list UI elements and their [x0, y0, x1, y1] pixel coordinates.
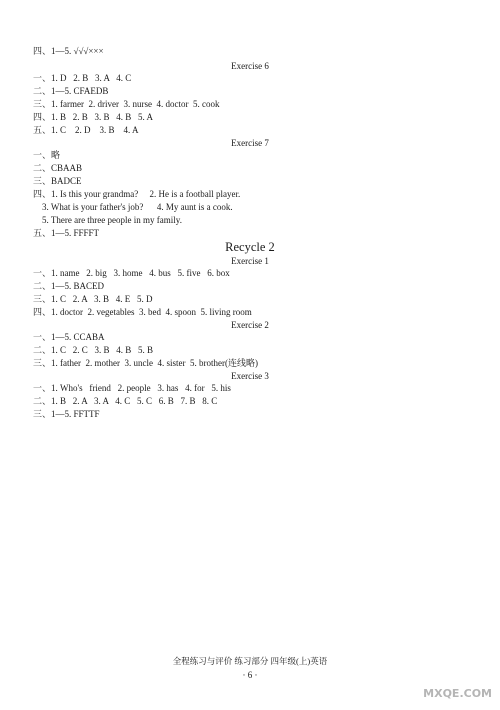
answer-line: 一、1—5. CCABA	[33, 332, 105, 342]
answer-line: 四、1—5. √√√×××	[33, 46, 104, 56]
book-footer: 全程练习与评价 练习部分 四年级(上)英语	[172, 656, 328, 666]
exercise-6-title: Exercise 6	[231, 61, 269, 71]
exercise-7-title: Exercise 7	[231, 138, 269, 148]
answer-line: 四、1. Is this your grandma? 2. He is a football player.	[33, 189, 241, 199]
recycle-exercise-2-title: Exercise 2	[231, 320, 269, 330]
answer-line: 五、1. C 2. D 3. B 4. A	[33, 125, 139, 135]
answer-line: 四、1. doctor 2. vegetables 3. bed 4. spoon 5. living room	[33, 307, 252, 317]
recycle-2-title: Recycle 2	[225, 240, 275, 254]
answer-line: 二、1. C 2. C 3. B 4. B 5. B	[33, 345, 154, 355]
answer-line: 二、1—5. CFAEDB	[33, 86, 109, 96]
answer-line: 三、1. father 2. mother 3. uncle 4. sister 5. brother(连线略)	[33, 358, 258, 368]
answer-line: 四、1. B 2. B 3. B 4. B 5. A	[33, 112, 154, 122]
page-number: · 6 ·	[242, 670, 258, 680]
answer-line: 一、1. D 2. B 3. A 4. C	[33, 73, 132, 83]
answer-line: 五、1—5. FFFFT	[33, 228, 100, 238]
watermark-logo: MXQE.COM	[423, 687, 492, 700]
answer-line: 5. There are three people in my family.	[33, 215, 182, 225]
answer-line: 一、1. Who's friend 2. people 3. has 4. for 5. his	[33, 383, 231, 393]
answer-line: 二、1. B 2. A 3. A 4. C 5. C 6. B 7. B 8. C	[33, 396, 218, 406]
answer-line: 一、1. name 2. big 3. home 4. bus 5. five 6. box	[33, 268, 230, 278]
answer-line: 三、1. C 2. A 3. B 4. E 5. D	[33, 294, 153, 304]
answer-line: 一、略	[33, 150, 61, 160]
answer-line: 三、BADCE	[33, 176, 82, 186]
answer-line: 二、CBAAB	[33, 163, 83, 173]
recycle-exercise-3-title: Exercise 3	[231, 371, 269, 381]
answer-line: 3. What is your father's job? 4. My aunt is a cook.	[33, 202, 233, 212]
answer-line: 三、1—5. FFTTF	[33, 409, 100, 419]
answer-line: 三、1. farmer 2. driver 3. nurse 4. doctor 5. cook	[33, 99, 220, 109]
recycle-exercise-1-title: Exercise 1	[231, 256, 269, 266]
answer-line: 二、1—5. BACED	[33, 281, 105, 291]
